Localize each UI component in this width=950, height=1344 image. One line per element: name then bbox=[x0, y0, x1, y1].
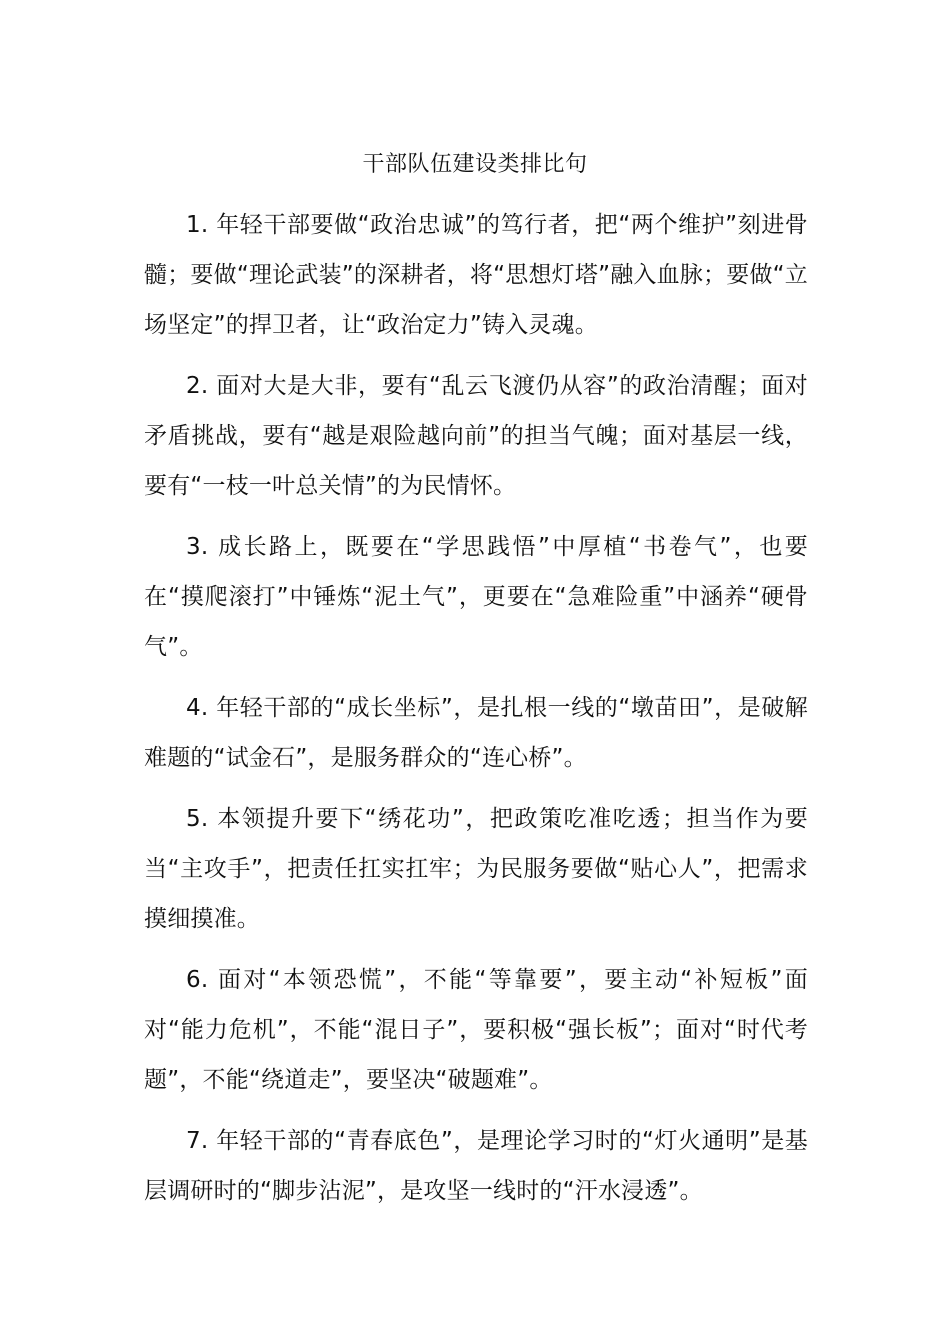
document-body bbox=[144, 200, 808, 1227]
document-title: 干部队伍建设类排比句 bbox=[362, 152, 588, 177]
paragraph-3: 3. 成长路上，既要在“学思践悟”中厚植“书卷气”，也要在“摸爬滚打”中锤炼“泥土气”，更要在“急难险重”中涵养“硬骨气”。 bbox=[144, 534, 808, 660]
paragraph-2: 2. 面对大是大非，要有“乱云飞渡仍从容”的政治清醒；面对矛盾挑战，要有“越是艰险越向前”的担当气魄；面对基层一线，要有“一枝一叶总关情”的为民情怀。 bbox=[144, 373, 808, 499]
paragraph-7: 7. 年轻干部的“青春底色”，是理论学习时的“灯火通明”是基层调研时的“脚步沾泥”，是攻坚一线时的“汗水浸透”。 bbox=[144, 1128, 808, 1204]
paragraph-4: 4. 年轻干部的“成长坐标”，是扎根一线的“墩苗田”，是破解难题的“试金石”，是服务群众的“连心桥”。 bbox=[144, 695, 808, 771]
paragraph-6: 6. 面对“本领恐慌”，不能“等靠要”，要主动“补短板”面对“能力危机”，不能“混日子”，要积极“强长板”；面对“时代考题”，不能“绕道走”，要坚决“破题难”。 bbox=[144, 967, 808, 1093]
paragraph-5: 5. 本领提升要下“绣花功”，把政策吃准吃透；担当作为要当“主攻手”，把责任扛实扛牢；为民服务要做“贴心人”，把需求摸细摸准。 bbox=[144, 806, 808, 932]
paragraph-1: 1. 年轻干部要做“政治忠诚”的笃行者，把“两个维护”刻进骨髓；要做“理论武装”的深耕者，将“思想灯塔”融入血脉；要做“立场坚定”的捍卫者，让“政治定力”铸入灵魂。 bbox=[144, 212, 808, 338]
